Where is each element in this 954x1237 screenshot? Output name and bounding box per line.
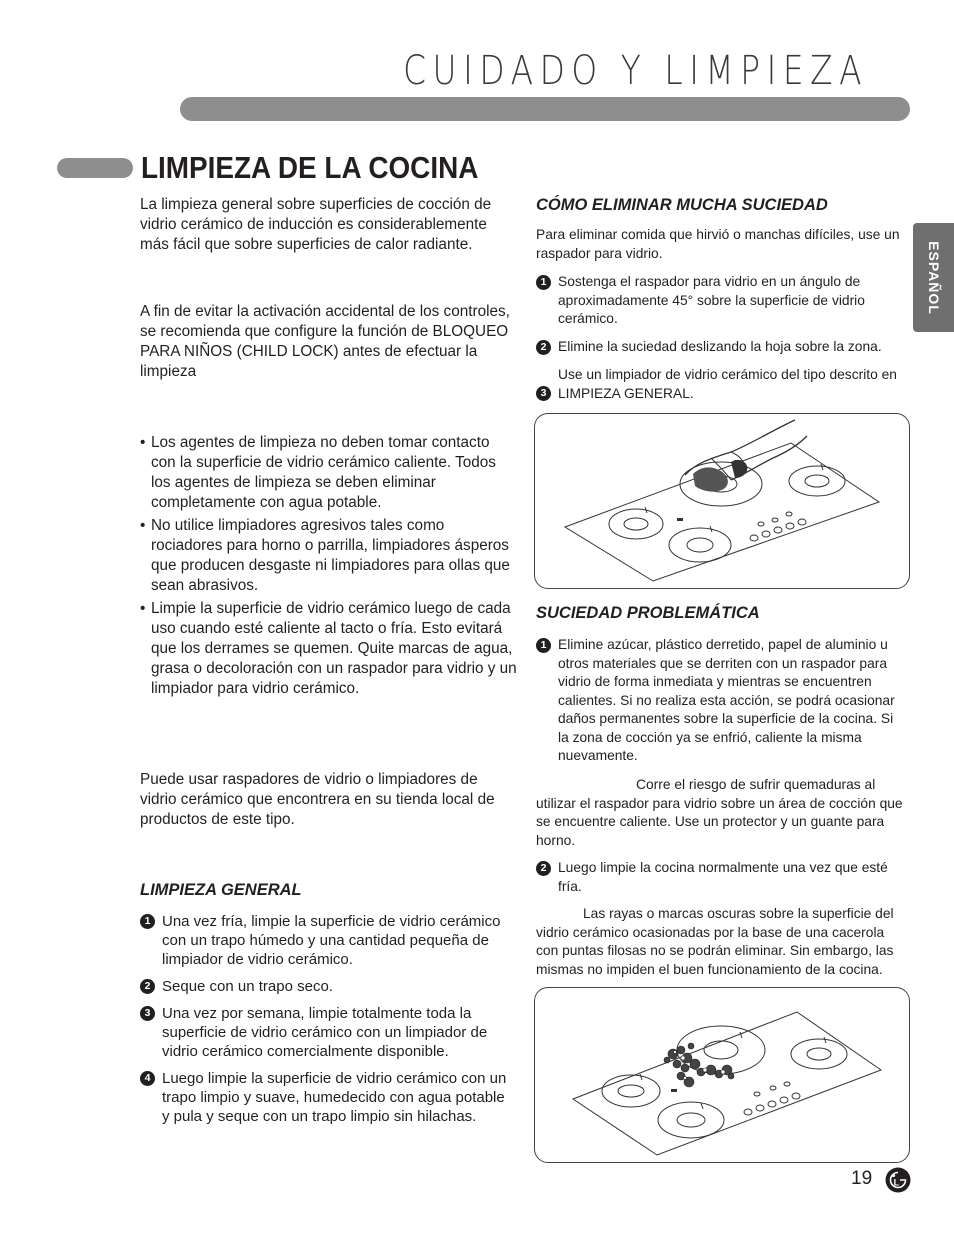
- step-number-icon: 1: [536, 638, 551, 653]
- step-number-icon: 3: [140, 1006, 155, 1021]
- step-number-icon: 4: [140, 1071, 155, 1086]
- step-text: Elimine azúcar, plástico derretido, papel de aluminio u otros materiales que se derriten con un raspador para vidrio de forma inmediata y mientras se encuentren calientes. Si no realiza esta acción, se podrá ocasionar daños permanentes sobre la superficie de la cocina. Si la zona de cocción ya se enfrió, caliente la misma nuevamente.: [558, 637, 895, 763]
- bullet-item: • Limpie la superficie de vidrio cerámico luego de cada uso cuando esté caliente al tacto o fría. Esto evitará que los derrames se quemen. Quite marcas de agua, grasa o decoloración con un raspador para vidrio y un limpiador para vidrio cerámico.: [140, 599, 518, 699]
- general-step-3: [140, 1004, 510, 1061]
- problem-soil-heading: SUCIEDAD PROBLEMÁTICA: [536, 604, 760, 622]
- step-text: Una vez fría, limpie la superficie de vidrio cerámico con un trapo húmedo y una cantidad pequeña de limpiador de vidrio cerámico.: [162, 913, 501, 968]
- step-text: Una vez por semana, limpie totalmente toda la superficie de vidrio cerámico con un limpiador de vidrio cerámico comercialmente disponible.: [162, 1005, 488, 1060]
- step-text: Sostenga el raspador para vidrio en un ángulo de aproximadamente 45° sobre la superficie de vidrio cerámico.: [558, 274, 865, 326]
- cooktop-spill-icon: [535, 988, 909, 1162]
- problem-step-1: [536, 636, 906, 766]
- heavy-step-3: [536, 366, 906, 403]
- header-bar: [180, 97, 910, 121]
- page-number: 19: [851, 1168, 873, 1189]
- general-step-4: [140, 1069, 510, 1126]
- scraper-illustration: [534, 413, 910, 589]
- step-text: Luego limpie la cocina normalmente una vez que esté fría.: [558, 860, 888, 894]
- heavy-step-1: [536, 273, 906, 329]
- bullet-item: • Los agentes de limpieza no deben tomar contacto con la superficie de vidrio cerámico caliente. Todos los agentes de limpieza se deben eliminar completamente con agua potable.: [140, 433, 518, 513]
- heavy-step-2: [536, 338, 906, 357]
- scrapers-paragraph: Puede usar raspadores de vidrio o limpiadores de vidrio cerámico que encontrera en su tienda local de productos de este tipo.: [140, 771, 495, 828]
- step-number-icon: 1: [140, 914, 155, 929]
- step-number-icon: 2: [536, 861, 551, 876]
- step-text: Luego limpie la superficie de vidrio cerámico con un trapo limpio y suave, humedecido con agua potable y pula y seque con un trapo limpio sin hilachas.: [162, 1070, 507, 1125]
- step-number-icon: 2: [140, 979, 155, 994]
- step-number-icon: 1: [536, 275, 551, 290]
- chapter-title: CUIDADO Y LIMPIEZA: [402, 48, 868, 94]
- language-tab-label: ESPAÑOL: [925, 240, 942, 315]
- cleaning-bullets: [140, 433, 518, 702]
- spill-illustration: [534, 987, 910, 1163]
- problem-step-2: [536, 859, 906, 896]
- step-text: Use un limpiador de vidrio cerámico del tipo descrito en LIMPIEZA GENERAL.: [558, 367, 897, 401]
- general-step-1: [140, 912, 510, 969]
- note-text: Las rayas o marcas oscuras sobre la superficie del vidrio cerámico ocasionadas por la base de una cacerola con puntas filosas no se podrán eliminar. Sin embargo, las mismas no impiden el buen funcionamiento de la cocina.: [536, 906, 894, 977]
- language-tab: [913, 223, 954, 332]
- logo-letter: L: [893, 1177, 900, 1188]
- heavy-soil-heading: CÓMO ELIMINAR MUCHA SUCIEDAD: [536, 196, 828, 214]
- heavy-soil-intro: Para eliminar comida que hirvió o manchas difíciles, use un raspador para vidrio.: [536, 227, 900, 261]
- cooktop-scraper-icon: [535, 414, 909, 588]
- caution-text: Corre el riesgo de sufrir quemaduras al utilizar el raspador para vidrio sobre un área de cocción que se encuentre caliente. Use un protector y un guante para horno.: [536, 777, 903, 848]
- step-text: Elimine la suciedad deslizando la hoja sobre la zona.: [558, 339, 882, 354]
- lg-logo-icon: [885, 1167, 911, 1193]
- intro-paragraph-1: La limpieza general sobre superficies de cocción de vidrio cerámico de inducción es considerablemente más fácil que sobre superficies de calor radiante.: [140, 196, 492, 253]
- step-number-icon: 2: [536, 340, 551, 355]
- intro-paragraph-2: A fin de evitar la activación accidental de los controles, se recomienda que configure la función de BLOQUEO PARA NIÑOS (CHILD LOCK) antes de efectuar la limpieza: [140, 303, 510, 380]
- general-step-2: [140, 977, 510, 996]
- section-pill: [57, 158, 133, 178]
- section-title: LIMPIEZA DE LA COCINA: [141, 150, 479, 185]
- general-cleaning-heading: LIMPIEZA GENERAL: [140, 881, 302, 899]
- step-number-icon: 3: [536, 386, 551, 401]
- brand-logo: [885, 1167, 911, 1193]
- bullet-item: • No utilice limpiadores agresivos tales como rociadores para horno o parrilla, limpiadores ásperos que producen desgaste ni limpiadores para ollas que sean abrasivos.: [140, 516, 518, 596]
- step-text: Seque con un trapo seco.: [162, 978, 333, 995]
